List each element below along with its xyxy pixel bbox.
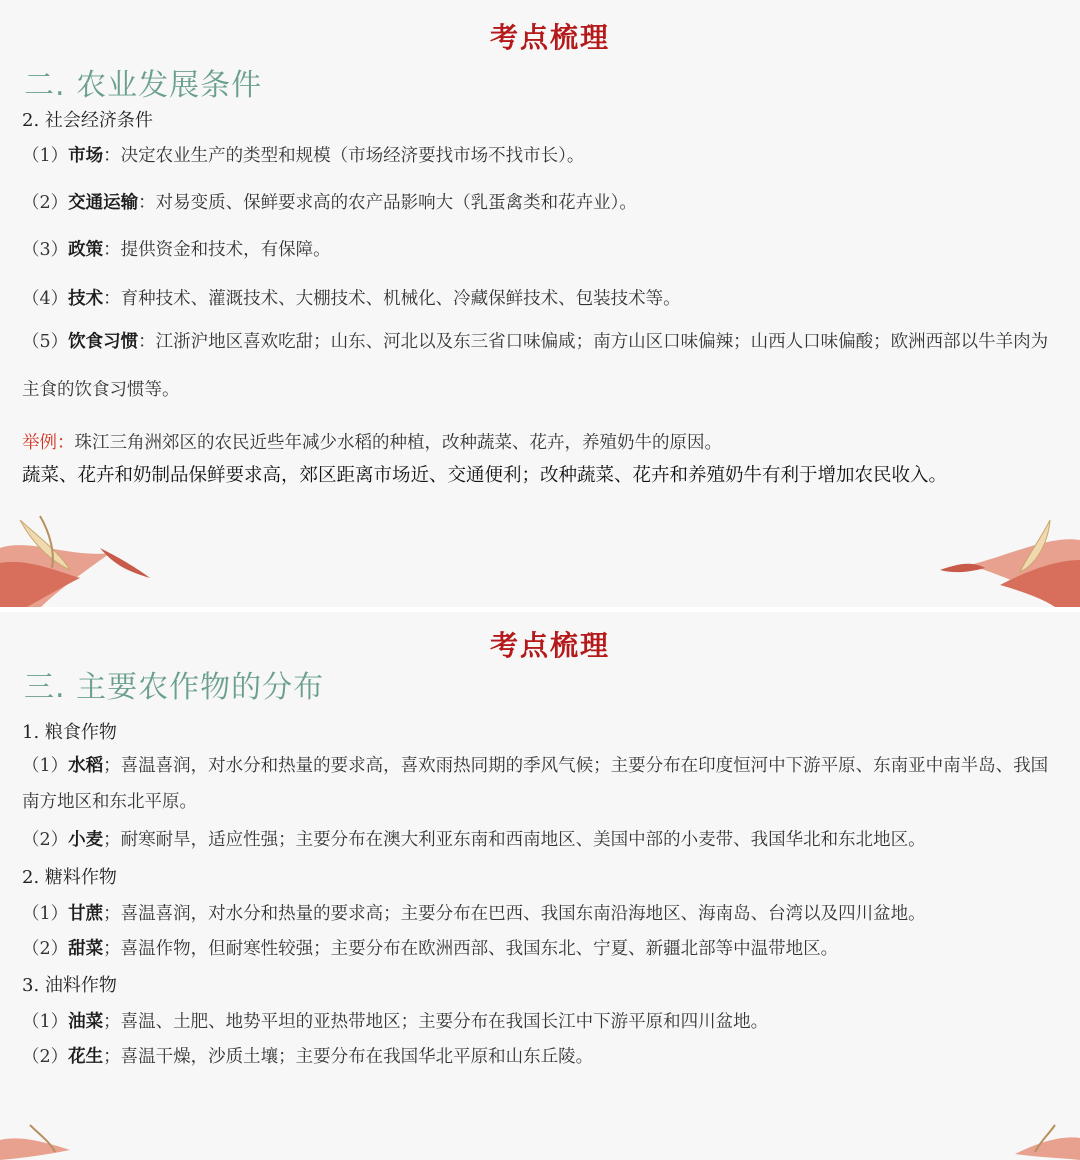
lily-flower-icon	[1000, 1120, 1080, 1160]
slide-title: 考点梳理	[489, 21, 610, 54]
group-heading: 2. 糖料作物	[22, 867, 117, 888]
list-item: （1）油菜；喜温、土肥、地势平坦的亚热带地区；主要分布在我国长江中下游平原和四川盆地。	[22, 1012, 769, 1032]
slide-title: 考点梳理	[489, 629, 610, 662]
section-heading: 三. 主要农作物的分布	[24, 670, 325, 705]
lily-flower-icon	[0, 1120, 80, 1160]
list-item: （2）甜菜；喜温作物，但耐寒性较强；主要分布在欧洲西部、我国东北、宁夏、新疆北部等中温带地区。	[22, 939, 839, 959]
list-item: （4）技术：育种技术、灌溉技术、大棚技术、机械化、冷藏保鲜技术、包装技术等。	[22, 289, 681, 309]
list-item: （1）甘蔗；喜温喜润，对水分和热量的要求高；主要分布在巴西、我国东南沿海地区、海南岛、台湾以及四川盆地。	[22, 904, 926, 924]
list-item: （3）政策：提供资金和技术，有保障。	[22, 240, 331, 260]
subheading: 2. 社会经济条件	[22, 110, 153, 131]
group-heading: 3. 油料作物	[22, 975, 117, 996]
example-question: 举例：珠江三角洲郊区的农民近些年减少水稻的种植，改种蔬菜、花卉，养殖奶牛的原因。	[22, 433, 722, 453]
list-item: （2）花生；喜温干燥，沙质土壤；主要分布在我国华北平原和山东丘陵。	[22, 1047, 594, 1067]
group-heading: 1. 粮食作物	[22, 722, 117, 743]
list-item: （5）饮食习惯：江浙沪地区喜欢吃甜；山东、河北以及东三省口味偏咸；南方山区口味偏辣；山西人口味偏酸；欧洲西部以牛羊肉为主食的饮食习惯等。	[22, 332, 1049, 400]
list-item: （1）水稻；喜温喜润，对水分和热量的要求高，喜欢雨热同期的季风气候；主要分布在印度恒河中下游平原、东南亚中南半岛、我国南方地区和东北平原。	[22, 756, 1049, 812]
section-heading: 二. 农业发展条件	[24, 68, 263, 103]
list-item: （2）交通运输：对易变质、保鲜要求高的农产品影响大（乳蛋禽类和花卉业）。	[22, 193, 637, 213]
slide-crop-distribution	[0, 612, 1080, 1160]
list-item: （1）市场：决定农业生产的类型和规模（市场经济要找市场不找市长）。	[22, 146, 585, 166]
lily-flower-icon	[0, 508, 160, 607]
list-item: （2）小麦；耐寒耐旱，适应性强；主要分布在澳大利亚东南和西南地区、美国中部的小麦带、我国华北和东北地区。	[22, 830, 926, 850]
example-answer: 蔬菜、花卉和奶制品保鲜要求高，郊区距离市场近、交通便利；改种蔬菜、花卉和养殖奶牛有利于增加农民收入。	[22, 465, 948, 486]
lily-flower-icon	[930, 510, 1080, 607]
example-label: 举例：	[22, 433, 75, 453]
